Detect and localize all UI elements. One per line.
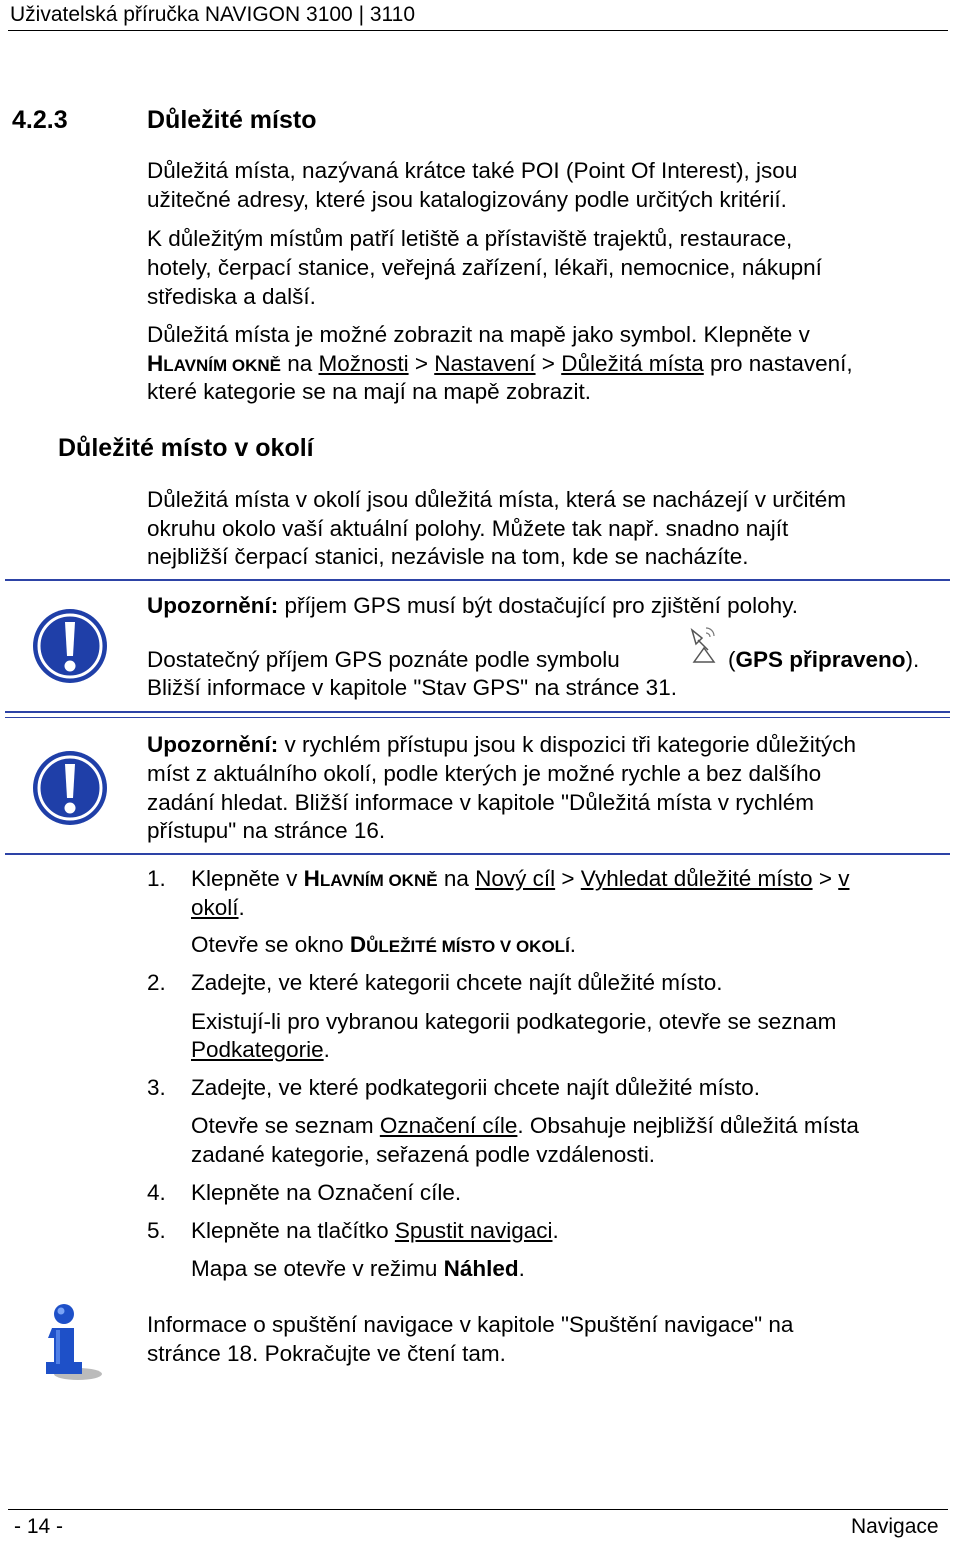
step-number: 1. (147, 866, 166, 891)
step-number: 4. (147, 1180, 166, 1205)
step-number: 5. (147, 1218, 166, 1243)
step3-text: Zadejte, ve které podkategorii chcete najít důležité místo. (191, 1075, 761, 1100)
nearby-line1: Důležitá místa v okolí jsou důležitá místa, která se nacházejí v určitém (147, 487, 847, 512)
intro-p3-line3: které kategorie se na mají na mapě zobrazit. (147, 379, 591, 404)
link-vyhledat-dulezite-misto[interactable]: Vyhledat důležité místo (580, 866, 813, 891)
section-number: 4.2.3 (12, 106, 68, 134)
step3-note-line2: zadané kategorie, seřazená podle vzdálenosti. (191, 1142, 656, 1167)
intro-p2-line3: střediska a další. (147, 284, 316, 309)
step4-text: Klepněte na Označení cíle. (191, 1180, 462, 1205)
step5-text: Klepněte na tlačítko Spustit navigaci. (191, 1218, 559, 1243)
link-v-okoli[interactable]: okolí (191, 895, 239, 920)
step1-result: Otevře se okno DŮLEŽITÉ MÍSTO V OKOLÍ. (191, 932, 577, 957)
intro-p3-line2: HLAVNÍM OKNĚ na Možnosti > Nastavení > Důležitá místa pro nastavení, (147, 351, 853, 376)
step-number: 3. (147, 1075, 166, 1100)
notice1-line1: Upozornění: příjem GPS musí být dostačující pro zjištění polohy. (147, 593, 799, 618)
intro-p2-line2: hotely, čerpací stanice, veřejná zařízení, lékaři, nemocnice, nákupní (147, 255, 822, 280)
link-nastaveni[interactable]: Nastavení (434, 351, 536, 376)
link-podkategorie[interactable]: Podkategorie (191, 1037, 324, 1062)
nearby-line2: okruhu okolo vaší aktuální polohy. Můžete tak např. snadno najít (147, 516, 789, 541)
notice2-top-rule (5, 717, 950, 718)
intro-p3-line1: Důležitá místa je možné zobrazit na mapě jako symbol. Klepněte v (147, 322, 810, 347)
step5-result: Mapa se otevře v režimu Náhled. (191, 1256, 525, 1281)
step2-text: Zadejte, ve které kategorii chcete najít důležité místo. (191, 970, 723, 995)
gps-ready-icon (686, 624, 720, 664)
header-rule (8, 30, 948, 31)
footer-page-number: - 14 - (14, 1515, 64, 1538)
step3-note-line1: Otevře se seznam Označení cíle. Obsahuje nejbližší důležitá místa (191, 1113, 859, 1138)
exclamation-icon (30, 606, 110, 686)
nearby-line3: nejbližší čerpací stanici, nezávisle na tom, kde se nacházíte. (147, 544, 749, 569)
exclamation-icon (30, 748, 110, 828)
notice1-bottom-rule (5, 711, 950, 713)
footer-chapter: Navigace (851, 1515, 939, 1538)
notice2-line2: míst z aktuálního okolí, podle kterých je možné rychle a bez dalšího (147, 761, 822, 786)
notice2-bottom-rule (5, 853, 950, 855)
link-moznosti[interactable]: Možnosti (318, 351, 409, 376)
notice2-line1: Upozornění: v rychlém přístupu jsou k dispozici tři kategorie důležitých (147, 732, 856, 757)
notice1-line2a: Dostatečný příjem GPS poznáte podle symbolu (147, 647, 620, 672)
footer-rule (8, 1509, 948, 1510)
link-spustit-navigaci[interactable]: Spustit navigaci (394, 1218, 553, 1243)
intro-p1-line1: Důležitá místa, nazývaná krátce také POI (Point Of Interest), jsou (147, 158, 798, 183)
intro-p1-line2: užitečné adresy, které jsou katalogizovány podle určitých kritérií. (147, 187, 787, 212)
notice2-line3: zadání hledat. Bližší informace v kapitole "Důležitá místa v rychlém (147, 790, 815, 815)
step2-note-line2: Podkategorie. (191, 1037, 330, 1062)
link-oznaceni-cile[interactable]: Označení cíle (379, 1113, 518, 1138)
notice2-line4: přístupu" na stránce 16. (147, 818, 386, 843)
intro-p2-line1: K důležitým místům patří letiště a přístaviště trajektů, restaurace, (147, 226, 793, 251)
link-v-okoli[interactable]: v (838, 866, 850, 891)
link-dulezita-mista[interactable]: Důležitá místa (561, 351, 704, 376)
step1-line2: okolí. (191, 895, 245, 920)
step1-line1: Klepněte v HLAVNÍM OKNĚ na Nový cíl > Vyhledat důležité místo > v (191, 866, 850, 891)
info-line1: Informace o spuštění navigace v kapitole "Spuštění navigace" na (147, 1312, 794, 1337)
notice1-top-rule (5, 579, 950, 581)
step-number: 2. (147, 970, 166, 995)
step2-note-line1: Existují-li pro vybranou kategorii podkategorie, otevře se seznam (191, 1009, 837, 1034)
header-title: Uživatelská příručka NAVIGON 3100 | 3110 (10, 3, 416, 26)
link-novy-cil[interactable]: Nový cíl (475, 866, 556, 891)
notice1-line3: Bližší informace v kapitole "Stav GPS" na stránce 31. (147, 675, 677, 700)
info-person-icon (38, 1302, 104, 1382)
notice1-line2b: (GPS připraveno). (728, 647, 920, 672)
info-line2: stránce 18. Pokračujte ve čtení tam. (147, 1341, 506, 1366)
section-title: Důležité místo (147, 106, 317, 134)
subsection-title: Důležité místo v okolí (58, 434, 314, 462)
